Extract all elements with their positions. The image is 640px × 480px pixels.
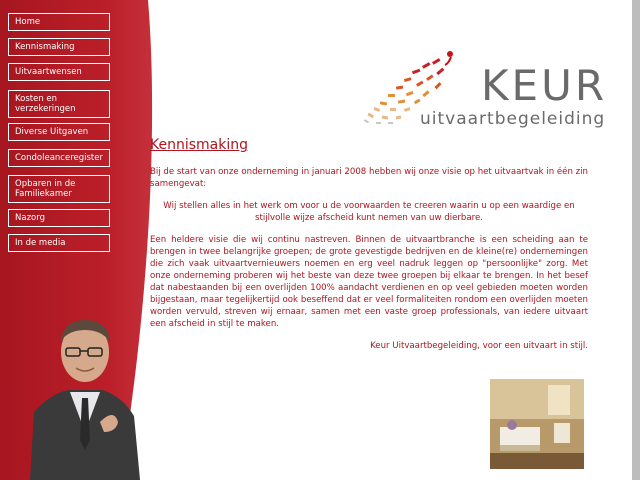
nav-in-de-media[interactable]: In de media [8, 234, 110, 252]
nav-home[interactable]: Home [8, 13, 110, 31]
main-content [150, 136, 588, 362]
logo-brand: KEUR [481, 61, 608, 110]
body-paragraph: Een heldere visie die wij continu nastreven. Binnen de uitvaartbranche is een scheiding aan te brengen in twee belangrijke groepen; de grote gevestigde bedrijven en de kleine(re) ondernemingen die zich vaak uitvaartvernieuwers noemen en erg veel nadruk leggen op "persoonlijke" zorg. Met onze onderneming proberen wij het beste van deze twee groepen bij elkaar te brengen. In het besef dat nabestaanden bij een overlijden 100% aandacht verdienen en op veel gebieden moeten worden bijgestaan, maar tegelijkertijd ook beseffend dat er veel formaliteiten rondom een overlijden moeten worden vervuld, streven wij ernaar, samen met een vaste groep professionals, van iedere uitvaart een afscheid in stijl te maken. [150, 235, 588, 329]
logo-subtitle: uitvaartbegeleiding [420, 109, 606, 129]
room-photo [490, 379, 584, 469]
tagline: Keur Uitvaartbegeleiding, voor een uitvaart in stijl. [370, 341, 588, 351]
nav-condoleanceregister[interactable]: Condoleanceregister [8, 149, 110, 167]
portrait-image [30, 312, 140, 480]
nav-opbaren-familiekamer[interactable]: Opbaren in de Familiekamer [8, 175, 110, 203]
intro-paragraph: Bij de start van onze onderneming in januari 2008 hebben wij onze visie op het uitvaartvak in één zin samengevat: [150, 167, 588, 189]
page-title: Kennismaking [150, 137, 248, 153]
nav-uitvaartwensen[interactable]: Uitvaartwensen [8, 63, 110, 81]
nav-kennismaking[interactable]: Kennismaking [8, 38, 110, 56]
nav-diverse-uitgaven[interactable]: Diverse Uitgaven [8, 123, 110, 141]
nav-nazorg[interactable]: Nazorg [8, 209, 110, 227]
nav-kosten-verzekeringen[interactable]: Kosten en verzekeringen [8, 90, 110, 118]
vision-quote: Wij stellen alles in het werk om voor u de voorwaarden te creeren waarin u op een waardige en stijlvolle wijze afscheid kunt nemen van uw dierbare. [163, 201, 575, 223]
